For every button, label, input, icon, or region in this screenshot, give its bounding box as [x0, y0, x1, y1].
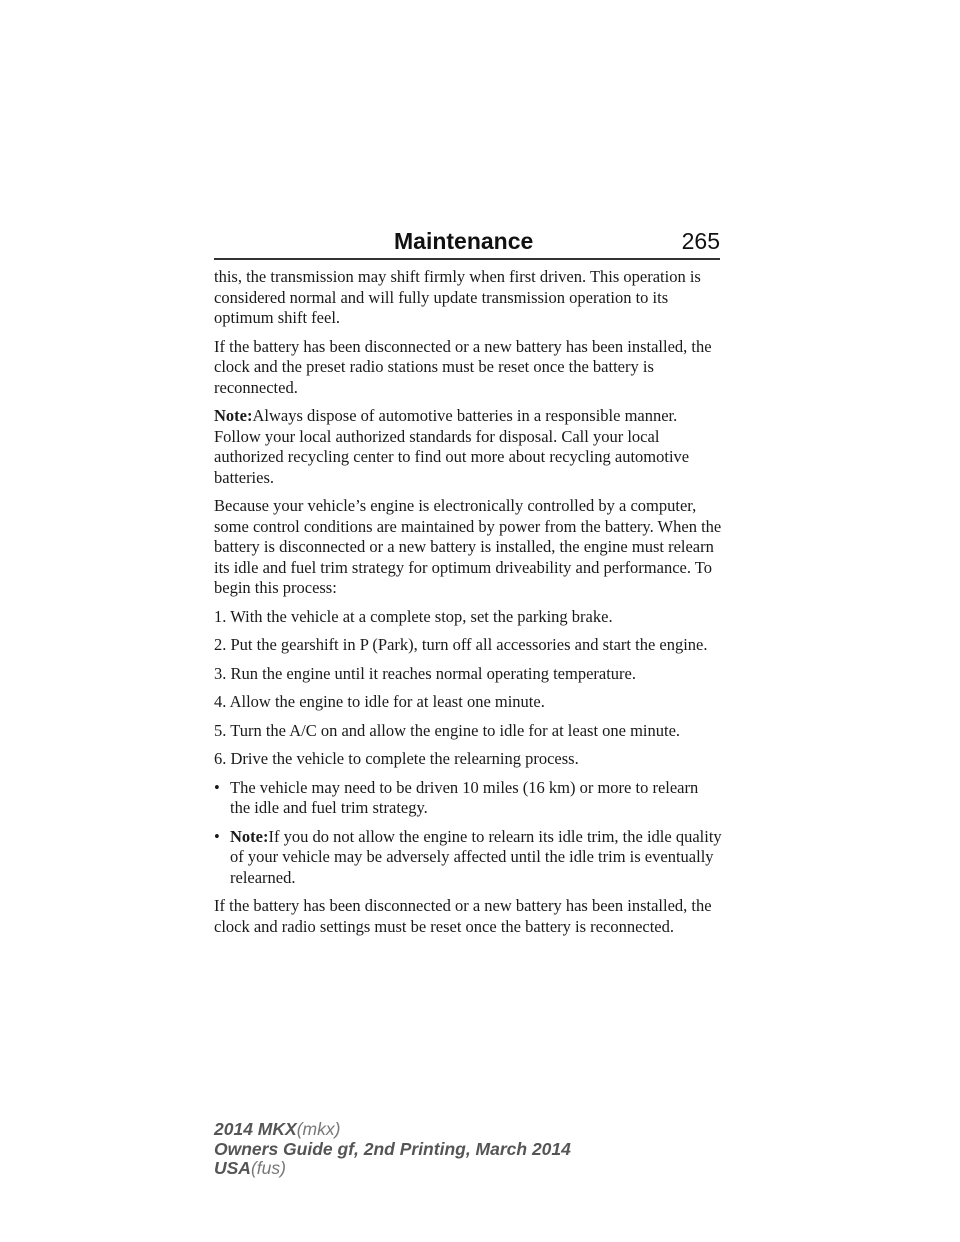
step-1: 1. With the vehicle at a complete stop, set the parking brake. [214, 606, 613, 626]
step-6: 6. Drive the vehicle to complete the relearning process. [214, 749, 579, 768]
note-text: Always dispose of automotive batteries in a responsible manner. Follow your local authorized standards for disposal. Call your local authorized recycling center to find out more about recycling automotive batteries. [214, 406, 690, 487]
page-header [214, 226, 720, 260]
footer-model-code: (mkx) [296, 1119, 341, 1139]
footer-model: 2014 MKX [214, 1119, 297, 1139]
page-body [214, 267, 722, 945]
step-4: 4. Allow the engine to idle for at least one minute. [214, 692, 545, 711]
paragraph-battery-reset: If the battery has been disconnected or a new battery has been installed, the clock and the preset radio stations must be reset once the battery is reconnected. [214, 336, 712, 397]
page-footer [214, 1120, 734, 1179]
step-3: 3. Run the engine until it reaches normal operating temperature. [214, 663, 636, 683]
note-label: Note: [214, 406, 253, 425]
bullet-text: The vehicle may need to be driven 10 miles (16 km) or more to relearn the idle and fuel trim strategy. [230, 777, 699, 817]
footer-market: USA [214, 1158, 251, 1178]
footer-printing: Owners Guide gf, 2nd Printing, March 2014 [214, 1138, 571, 1159]
step-5: 5. Turn the A/C on and allow the engine to idle for at least one minute. [214, 720, 681, 740]
footer-market-code: (fus) [250, 1158, 286, 1178]
paragraph-transmission: this, the transmission may shift firmly when first driven. This operation is considered normal and will fully update transmission operation to its optimum shift feel. [214, 267, 701, 327]
section-title: Maintenance [394, 228, 534, 254]
paragraph-clock-radio-reset: If the battery has been disconnected or a new battery has been installed, the clock and radio settings must be reset once the battery is reconnected. [214, 896, 712, 936]
note-disposal [214, 406, 722, 488]
bullet-note-text: If you do not allow the engine to relearn its idle trim, the idle quality of your vehicle may be adversely affected until the idle trim is eventually relearned. [230, 826, 722, 887]
bullet-item-note [214, 827, 722, 889]
bullet-icon: • [214, 777, 220, 797]
footer-line-model [214, 1120, 734, 1140]
bullet-item-drive-distance [214, 778, 722, 819]
bullet-icon: • [214, 826, 220, 846]
bullet-note-label: Note: [230, 826, 269, 846]
step-2: 2. Put the gearshift in P (Park), turn off all accessories and start the engine. [214, 635, 708, 654]
page-number: 265 [681, 228, 720, 254]
footer-line-market [214, 1159, 734, 1179]
header-rule [214, 258, 720, 260]
paragraph-relearn: Because your vehicle’s engine is electronically controlled by a computer, some control conditions are maintained by power from the battery. When the battery is disconnected or a new battery is installed, the engine must relearn its idle and fuel trim strategy for optimum driveability and performance. To begin this process: [214, 496, 722, 597]
